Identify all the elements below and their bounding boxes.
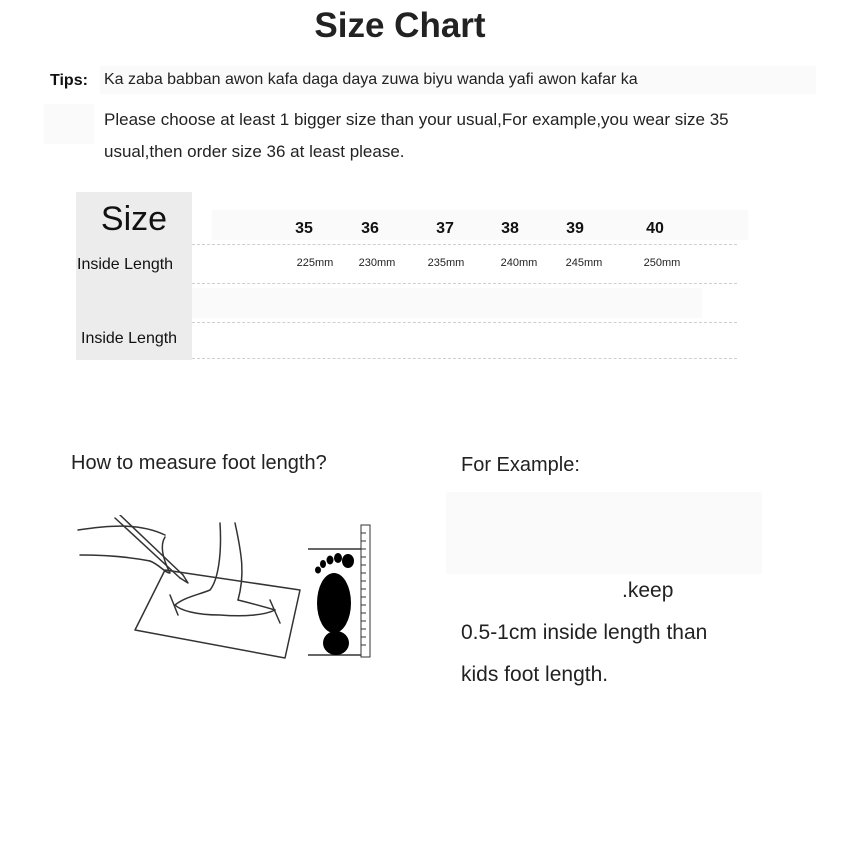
tips-faint-block	[44, 104, 94, 144]
inside-length-label: Inside Length	[77, 256, 174, 273]
example-line-1: .keep	[622, 579, 674, 602]
blank-row-band	[192, 288, 702, 318]
example-title: For Example:	[461, 454, 580, 476]
table-divider	[192, 358, 737, 359]
tips-line-2: Please choose at least 1 bigger size than your usual,For example,you wear size 35	[104, 110, 729, 129]
tips-label: Tips:	[50, 72, 88, 89]
size-heading: Size	[100, 200, 168, 238]
size-38: 38	[501, 220, 519, 237]
length-39: 245mm	[565, 257, 603, 269]
size-40: 40	[646, 220, 664, 237]
example-line-3: kids foot length.	[461, 663, 609, 686]
example-line-2: 0.5-1cm inside length than	[461, 621, 708, 644]
length-35: 225mm	[296, 257, 334, 269]
table-divider	[192, 244, 737, 245]
inside-length-label-2: Inside Length	[81, 330, 178, 347]
size-36: 36	[361, 220, 379, 237]
length-38: 240mm	[500, 257, 538, 269]
size-37: 37	[436, 220, 454, 237]
table-divider	[192, 283, 737, 284]
table-divider	[192, 322, 737, 323]
how-to-measure-title: How to measure foot length?	[71, 452, 327, 474]
length-36: 230mm	[358, 257, 396, 269]
size-35: 35	[295, 220, 313, 237]
page-title: Size Chart	[314, 6, 486, 45]
foot-measuring-illustration-icon	[70, 515, 380, 665]
length-40: 250mm	[643, 257, 681, 269]
length-37: 235mm	[427, 257, 465, 269]
example-faint-block	[446, 492, 762, 574]
tips-line-1: Ka zaba babban awon kafa daga daya zuwa biyu wanda yafi awon kafar ka	[104, 71, 638, 88]
tips-line-3: usual,then order size 36 at least please.	[104, 142, 405, 161]
size-39: 39	[566, 220, 584, 237]
